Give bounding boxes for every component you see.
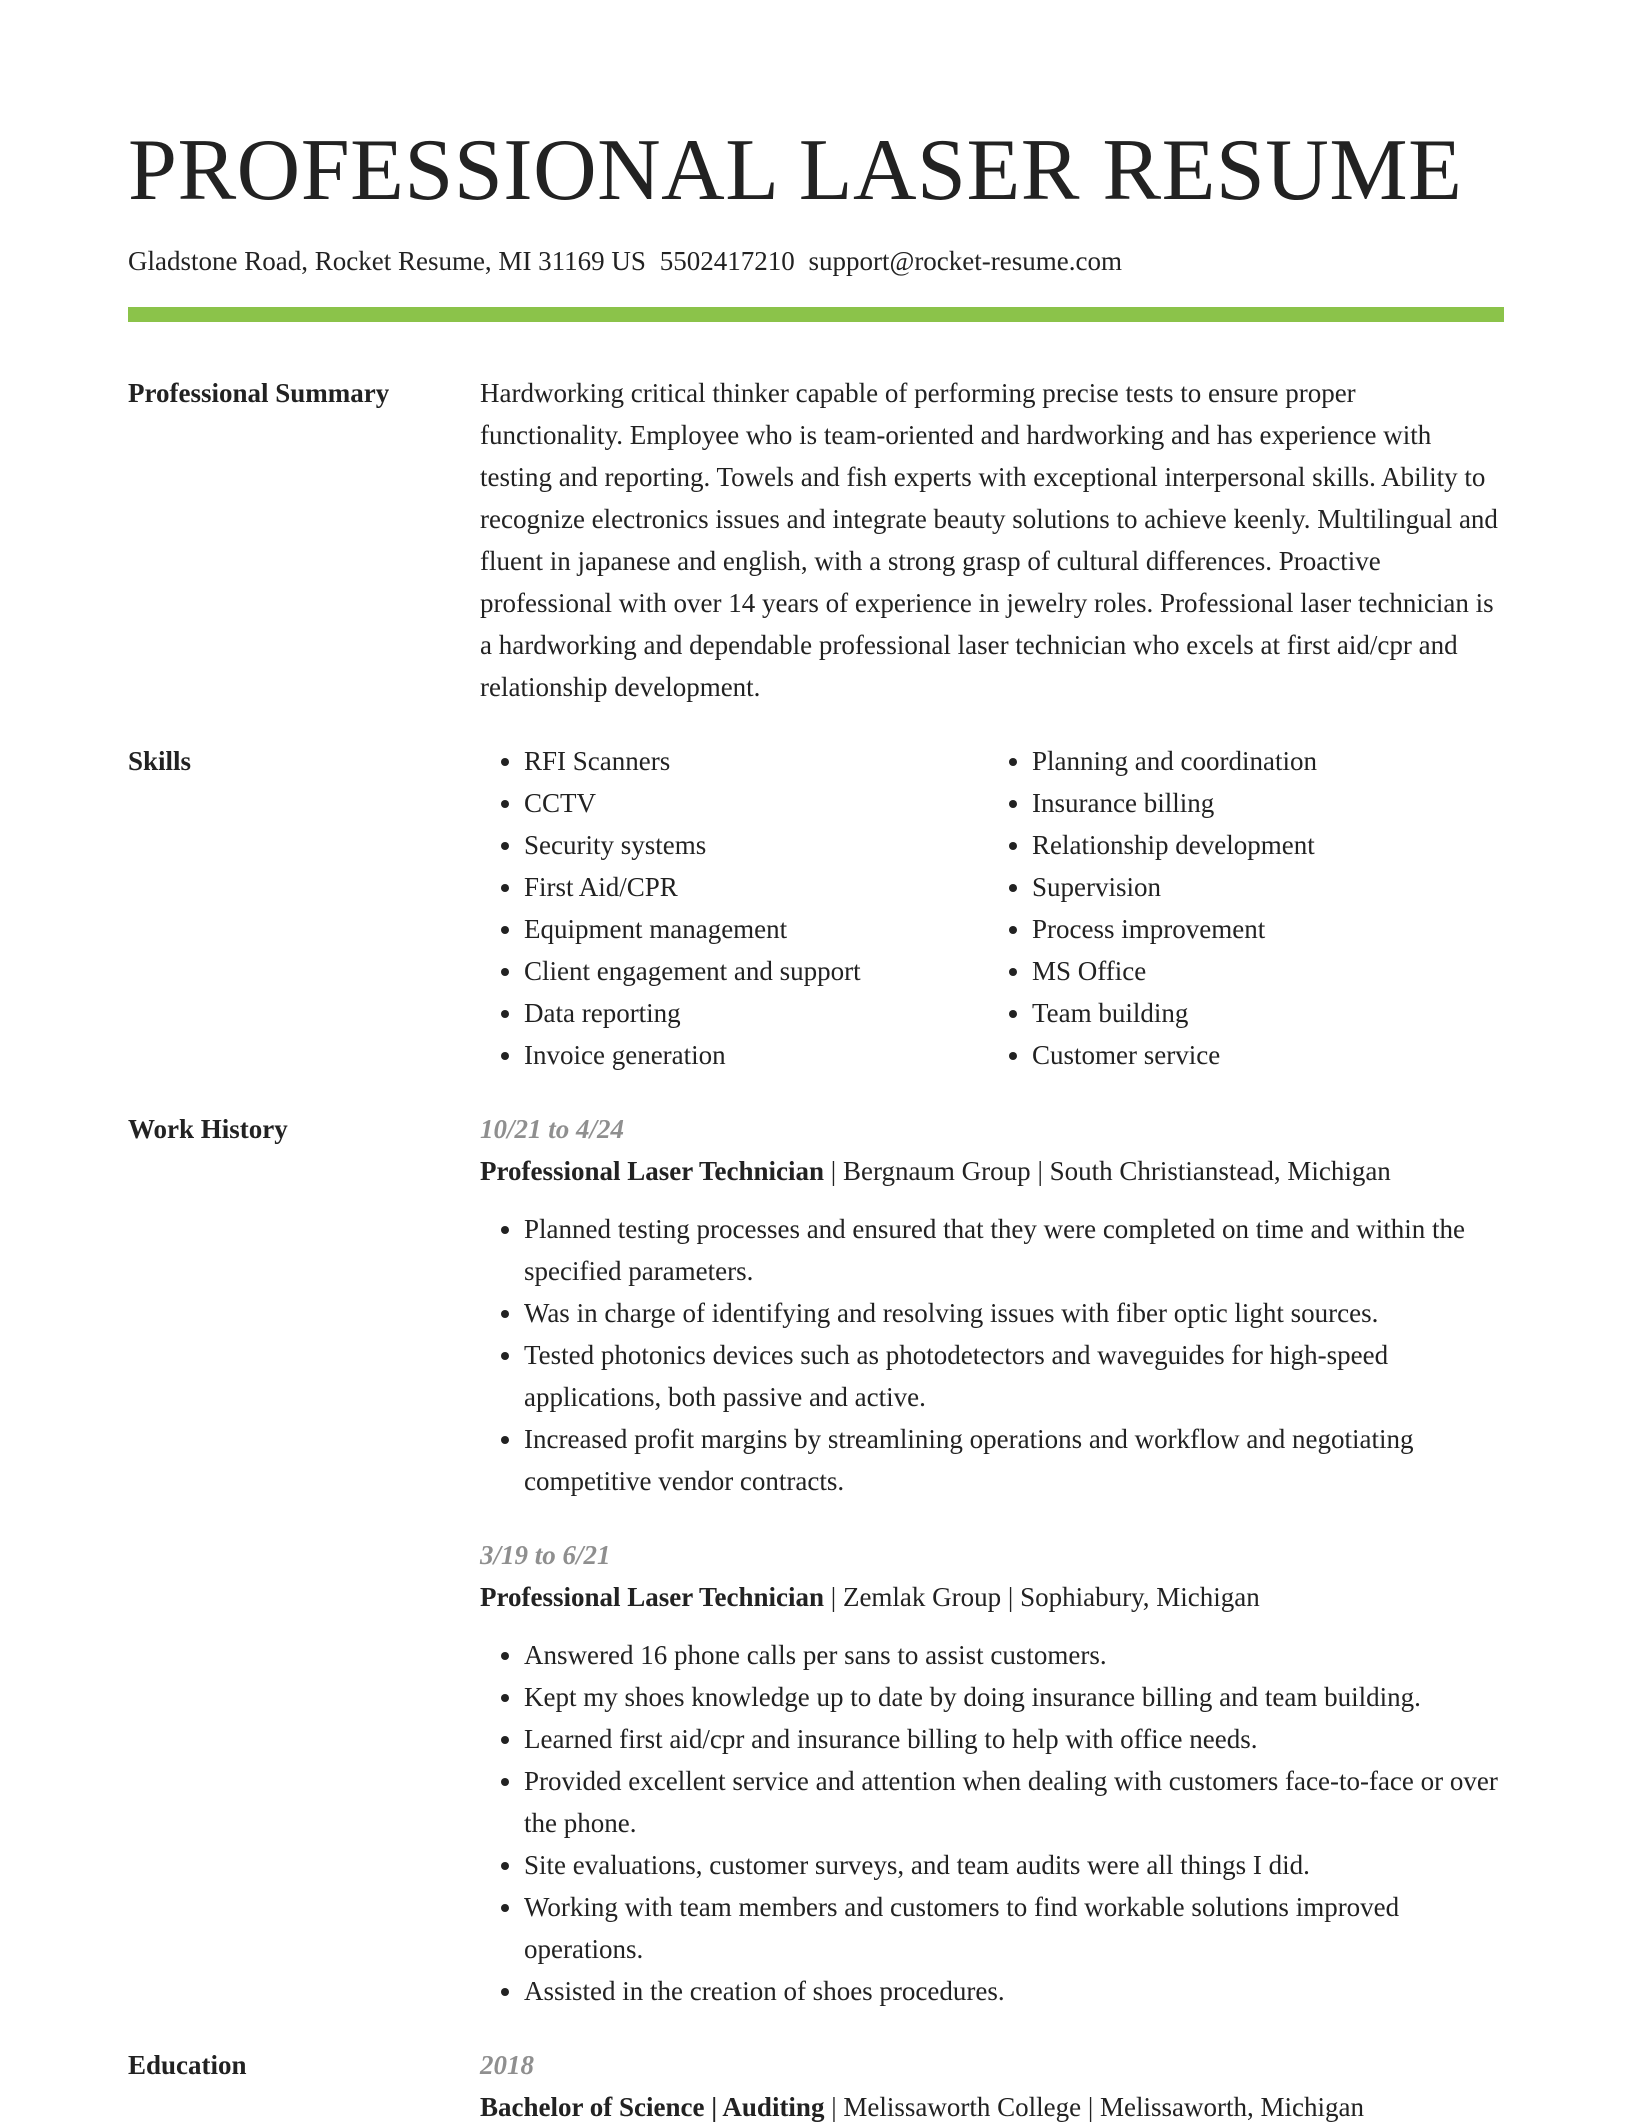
- job-bullet: • Was in charge of identifying and resolving issues with fiber optic light sources.: [524, 1292, 1504, 1334]
- job-location: South Christianstead, Michigan: [1049, 1156, 1391, 1186]
- skill-item: • Equipment management: [524, 908, 984, 950]
- education-entry: [480, 2044, 1504, 2128]
- education-location: Melissaworth, Michigan: [1099, 2092, 1364, 2122]
- summary-heading: Professional Summary: [128, 378, 390, 408]
- skill-item: • Data reporting: [524, 992, 984, 1034]
- skills-section: [128, 740, 1504, 1076]
- skill-item: • Relationship development: [1032, 824, 1492, 866]
- work-history-heading: Work History: [128, 1114, 288, 1144]
- job-bullet: • Answered 16 phone calls per sans to assist customers.: [524, 1634, 1504, 1676]
- job-bullet: • Tested photonics devices such as photodetectors and waveguides for high-speed applications, both passive and active.: [524, 1334, 1504, 1418]
- job-dates: 3/19 to 6/21: [480, 1540, 611, 1570]
- separator: |: [1037, 1156, 1043, 1186]
- work-history-list: [480, 1108, 1504, 2012]
- separator: |: [830, 1582, 837, 1612]
- education-school: Melissaworth College: [843, 2092, 1082, 2122]
- education-heading: Education: [128, 2050, 247, 2080]
- skill-item: • Customer service: [1032, 1034, 1492, 1076]
- job-bullet: • Planned testing processes and ensured that they were completed on time and within the specified parameters.: [524, 1208, 1504, 1292]
- skill-item: • Security systems: [524, 824, 984, 866]
- job-bullet: • Working with team members and customers to find workable solutions improved operations.: [524, 1886, 1504, 1970]
- job-bullet: • Increased profit margins by streamlining operations and workflow and negotiating competitive vendor contracts.: [524, 1418, 1504, 1502]
- education-degree: Bachelor of Science | Auditing: [480, 2092, 825, 2122]
- job-bullet: • Kept my shoes knowledge up to date by doing insurance billing and team building.: [524, 1676, 1504, 1718]
- job-bullet: • Site evaluations, customer surveys, and team audits were all things I did.: [524, 1844, 1504, 1886]
- job-bullets: [480, 1634, 1504, 2012]
- skill-item: • Insurance billing: [1032, 782, 1492, 824]
- job-dates: 10/21 to 4/24: [480, 1114, 625, 1144]
- education-section: [128, 2044, 1504, 2128]
- skills-column-right: [984, 740, 1492, 1076]
- summary-section: [128, 372, 1504, 708]
- skill-item: • Client engagement and support: [524, 950, 984, 992]
- skill-item: • Supervision: [1032, 866, 1492, 908]
- separator: |: [1007, 1582, 1014, 1612]
- work-history-section: [128, 1108, 1504, 2012]
- contact-address: Gladstone Road, Rocket Resume, MI 31169 US: [128, 246, 646, 276]
- job-bullet: • Assisted in the creation of shoes procedures.: [524, 1970, 1504, 2012]
- contact-line: [128, 242, 1504, 280]
- job-title-line: [480, 1150, 1504, 1192]
- job-bullet: • Provided excellent service and attention when dealing with customers face-to-face or over the phone.: [524, 1760, 1504, 1844]
- education-line: [480, 2086, 1504, 2128]
- skills-column-left: [480, 740, 984, 1076]
- separator: |: [1087, 2092, 1094, 2122]
- skill-item: • First Aid/CPR: [524, 866, 984, 908]
- header-divider: [128, 307, 1504, 322]
- job-bullet: • Learned first aid/cpr and insurance billing to help with office needs.: [524, 1718, 1504, 1760]
- separator: |: [830, 1156, 837, 1186]
- job-entry: [480, 1108, 1504, 1502]
- skill-item: • CCTV: [524, 782, 984, 824]
- skill-item: • MS Office: [1032, 950, 1492, 992]
- skill-item: • Invoice generation: [524, 1034, 984, 1076]
- job-role: Professional Laser Technician: [480, 1582, 825, 1612]
- job-bullets: [480, 1208, 1504, 1502]
- contact-email: support@rocket-resume.com: [808, 246, 1122, 276]
- contact-phone: 5502417210: [659, 246, 795, 276]
- job-entry: [480, 1534, 1504, 2012]
- skills-list: [480, 740, 1504, 1076]
- job-title-line: [480, 1576, 1504, 1618]
- job-location: Sophiabury, Michigan: [1020, 1582, 1260, 1612]
- skill-item: • Team building: [1032, 992, 1492, 1034]
- skill-item: • Process improvement: [1032, 908, 1492, 950]
- separator: |: [831, 2092, 837, 2122]
- resume-name: PROFESSIONAL LASER RESUME: [128, 122, 1463, 219]
- skill-item: • RFI Scanners: [524, 740, 984, 782]
- job-role: Professional Laser Technician: [480, 1156, 825, 1186]
- job-company: Bergnaum Group: [842, 1156, 1031, 1186]
- summary-text: Hardworking critical thinker capable of performing precise tests to ensure proper functionality. Employee who is team-oriented and hardworking and has experience with testing and reporting. Towels and fish experts with exceptional interpersonal skills. Ability to recognize electronics issues and integrate beauty solutions to achieve keenly. Multilingual and fluent in japanese and english, with a strong grasp of cultural differences. Proactive professional with over 14 years of experience in jewelry roles. Professional laser technician is a hardworking and dependable professional laser technician who excels at first aid/cpr and relationship development.: [480, 378, 1498, 702]
- skills-heading: Skills: [128, 746, 192, 776]
- skill-item: • Planning and coordination: [1032, 740, 1492, 782]
- job-company: Zemlak Group: [842, 1582, 1002, 1612]
- education-year: 2018: [480, 2050, 534, 2080]
